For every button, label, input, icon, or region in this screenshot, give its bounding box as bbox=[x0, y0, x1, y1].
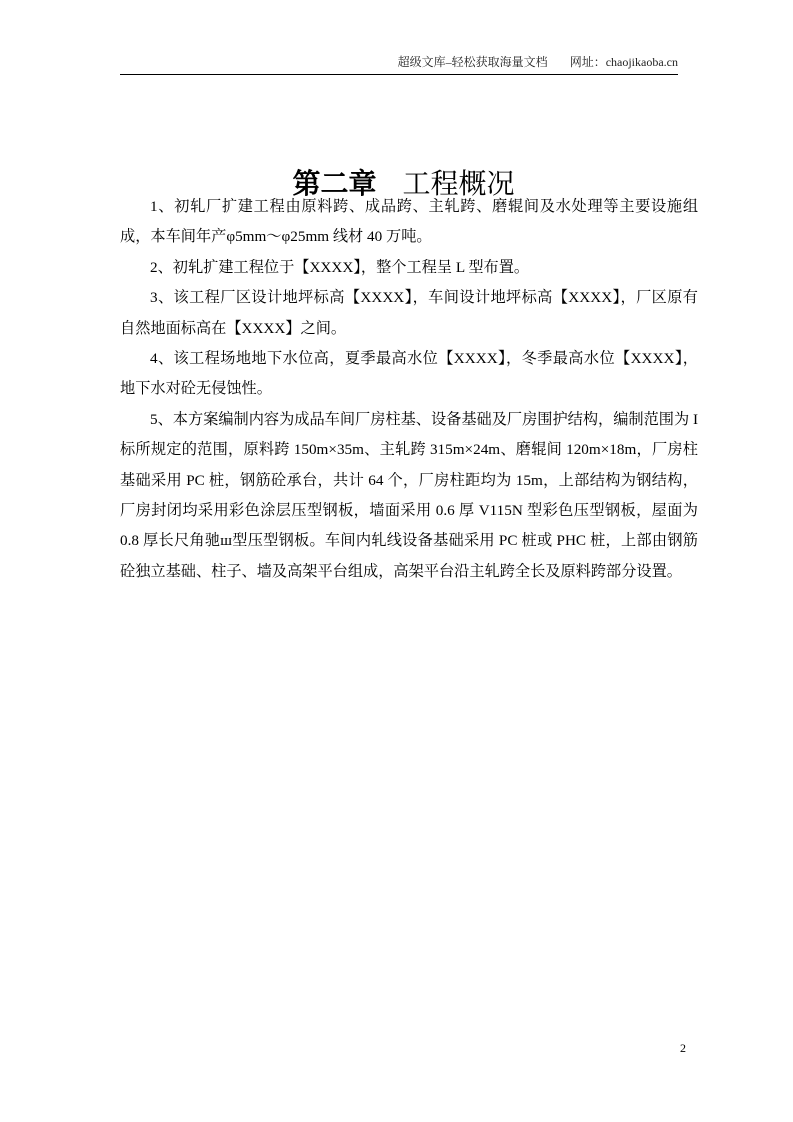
header-site-url: 网址：chaojikaoba.cn bbox=[569, 55, 678, 69]
chapter-name: 工程概况 bbox=[402, 169, 515, 200]
paragraph-4: 4、该工程场地地下水位高，夏季最高水位【XXXX】，冬季最高水位【XXXX】，地下水对砼无侵蚀性。 bbox=[120, 350, 698, 398]
paragraph-5: 5、本方案编制内容为成品车间厂房柱基、设备基础及厂房围护结构，编制范围为 I 标所规定的范围，原料跨 150m×35m、主轧跨 315m×24m、磨辊间 120m×18m，厂房柱基础采用 PC 桩，钢筋砼承台，共计 64 个，厂房柱距均为 15m，上部结构为钢结构，厂房封闭均采用彩色涂层压型钢板，墙面采用 0.6 厚 V115N 型彩色压型钢板，屋面为 0.8 厚长尺角驰ш型压型钢板。车间内轧线设备基础采用 PC 桩或 PHC 桩，上部由钢筋砼独立基础、柱子、墙及高架平台组成，高架平台沿主轧跨全长及原料跨部分设置。 bbox=[120, 410, 699, 580]
paragraph-2: 2、初轧扩建工程位于【XXXX】，整个工程呈 L 型布置。 bbox=[150, 258, 530, 276]
page-number: 2 bbox=[680, 1041, 686, 1055]
paragraph-3: 3、该工程厂区设计地坪标高【XXXX】，车间设计地坪标高【XXXX】，厂区原有自然地面标高在【XXXX】之间。 bbox=[120, 289, 698, 337]
page-header bbox=[120, 54, 678, 75]
chapter-number: 第二章 bbox=[292, 167, 377, 200]
header-site-name: 超级文库–轻松获取海量文档 bbox=[397, 55, 548, 69]
document-body bbox=[120, 192, 698, 587]
paragraph-1: 1、初轧厂扩建工程由原料跨、成品跨、主轧跨、磨辊间及水处理等主要设施组成，本车间年产φ5mm～φ25mm 线材 40 万吨。 bbox=[120, 198, 698, 246]
